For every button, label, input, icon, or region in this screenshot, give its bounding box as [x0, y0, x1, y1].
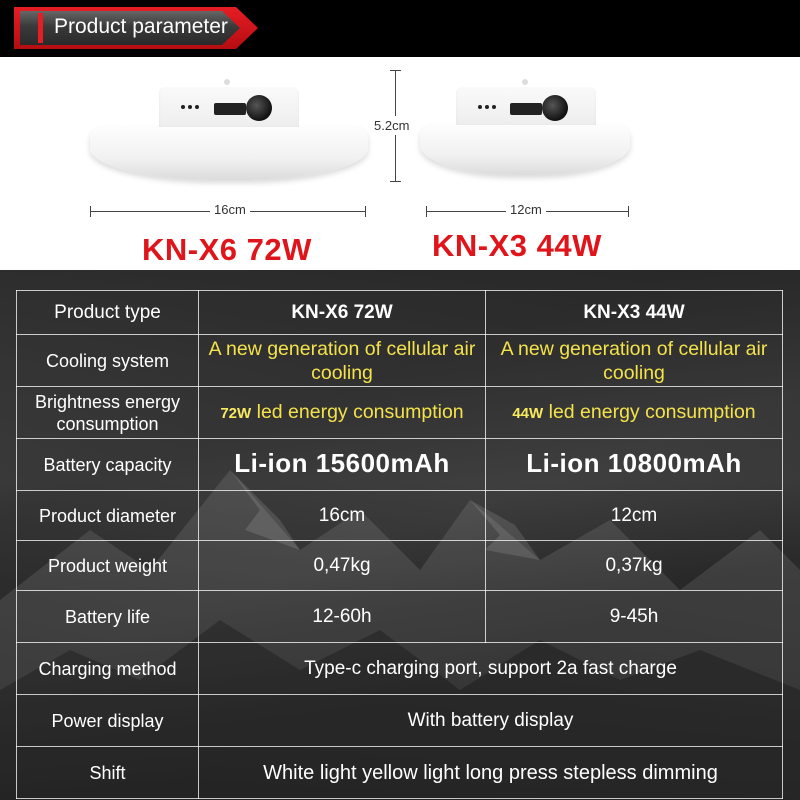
power-display-value: With battery display: [199, 695, 783, 747]
cooling-value-x6: A new generation of cellular air cooling: [208, 337, 476, 384]
cell-x3-battery: [486, 439, 783, 491]
col-header-x3: KN-X3 44W: [486, 291, 783, 335]
table-row: [17, 491, 783, 541]
col-header-product-type: Product type: [17, 291, 199, 335]
diameter-value-x6: 16cm: [199, 491, 486, 541]
battery-value-x6: Li-ion 15600mAh: [234, 447, 450, 478]
table-row: [17, 439, 783, 491]
brightness-text-x6: led energy consumption: [251, 400, 464, 423]
spec-table-section: [0, 270, 800, 800]
row-label-weight: Product weight: [17, 541, 199, 591]
table-row: [17, 591, 783, 643]
row-label-life: Battery life: [17, 591, 199, 643]
table-row: [17, 335, 783, 387]
row-label-diameter: Product diameter: [17, 491, 199, 541]
cell-x3-cooling: [486, 335, 783, 387]
table-row: [17, 541, 783, 591]
battery-value-x3: Li-ion 10800mAh: [526, 447, 742, 478]
life-value-x6: 12-60h: [199, 591, 486, 643]
row-label-battery: Battery capacity: [17, 439, 199, 491]
page-title: Product parameter: [54, 15, 228, 38]
weight-value-x3: 0,37kg: [486, 541, 783, 591]
product-image-x6: [86, 85, 371, 185]
brightness-watt-x3: 44W: [512, 404, 544, 422]
cooling-value-x3: A new generation of cellular air cooling: [500, 337, 768, 384]
brightness-text-x3: led energy consumption: [543, 400, 756, 423]
header-banner: [0, 0, 800, 57]
table-row: [17, 643, 783, 695]
header-accent-bar: [38, 13, 43, 43]
product-title-x6: KN-X6 72W: [142, 232, 312, 267]
table-row: [17, 747, 783, 799]
shift-value: White light yellow light long press stepless dimming: [199, 747, 783, 799]
row-label-shift: Shift: [17, 747, 199, 799]
col-header-x6: KN-X6 72W: [199, 291, 486, 335]
diameter-value-x3: 12cm: [486, 491, 783, 541]
table-row: [17, 387, 783, 439]
cell-x6-cooling: [199, 335, 486, 387]
x3-height-label: 5.2cm: [374, 118, 410, 133]
table-row: [17, 695, 783, 747]
row-label-cooling: Cooling system: [17, 335, 199, 387]
cell-x6-battery: [199, 439, 486, 491]
cell-x3-brightness: [486, 387, 783, 439]
product-image-x3: [418, 85, 633, 180]
x6-width-label: 16cm: [210, 202, 250, 217]
row-label-charging: Charging method: [17, 643, 199, 695]
cell-x6-brightness: [199, 387, 486, 439]
weight-value-x6: 0,47kg: [199, 541, 486, 591]
table-row: [17, 291, 783, 335]
brightness-watt-x6: 72W: [220, 404, 252, 422]
row-label-brightness: Brightness energy consumption: [17, 387, 199, 439]
life-value-x3: 9-45h: [486, 591, 783, 643]
spec-table: [16, 290, 783, 799]
product-title-x3: KN-X3 44W: [432, 228, 602, 263]
x3-width-label: 12cm: [506, 202, 546, 217]
row-label-power: Power display: [17, 695, 199, 747]
charging-value: Type-c charging port, support 2a fast charge: [199, 643, 783, 695]
